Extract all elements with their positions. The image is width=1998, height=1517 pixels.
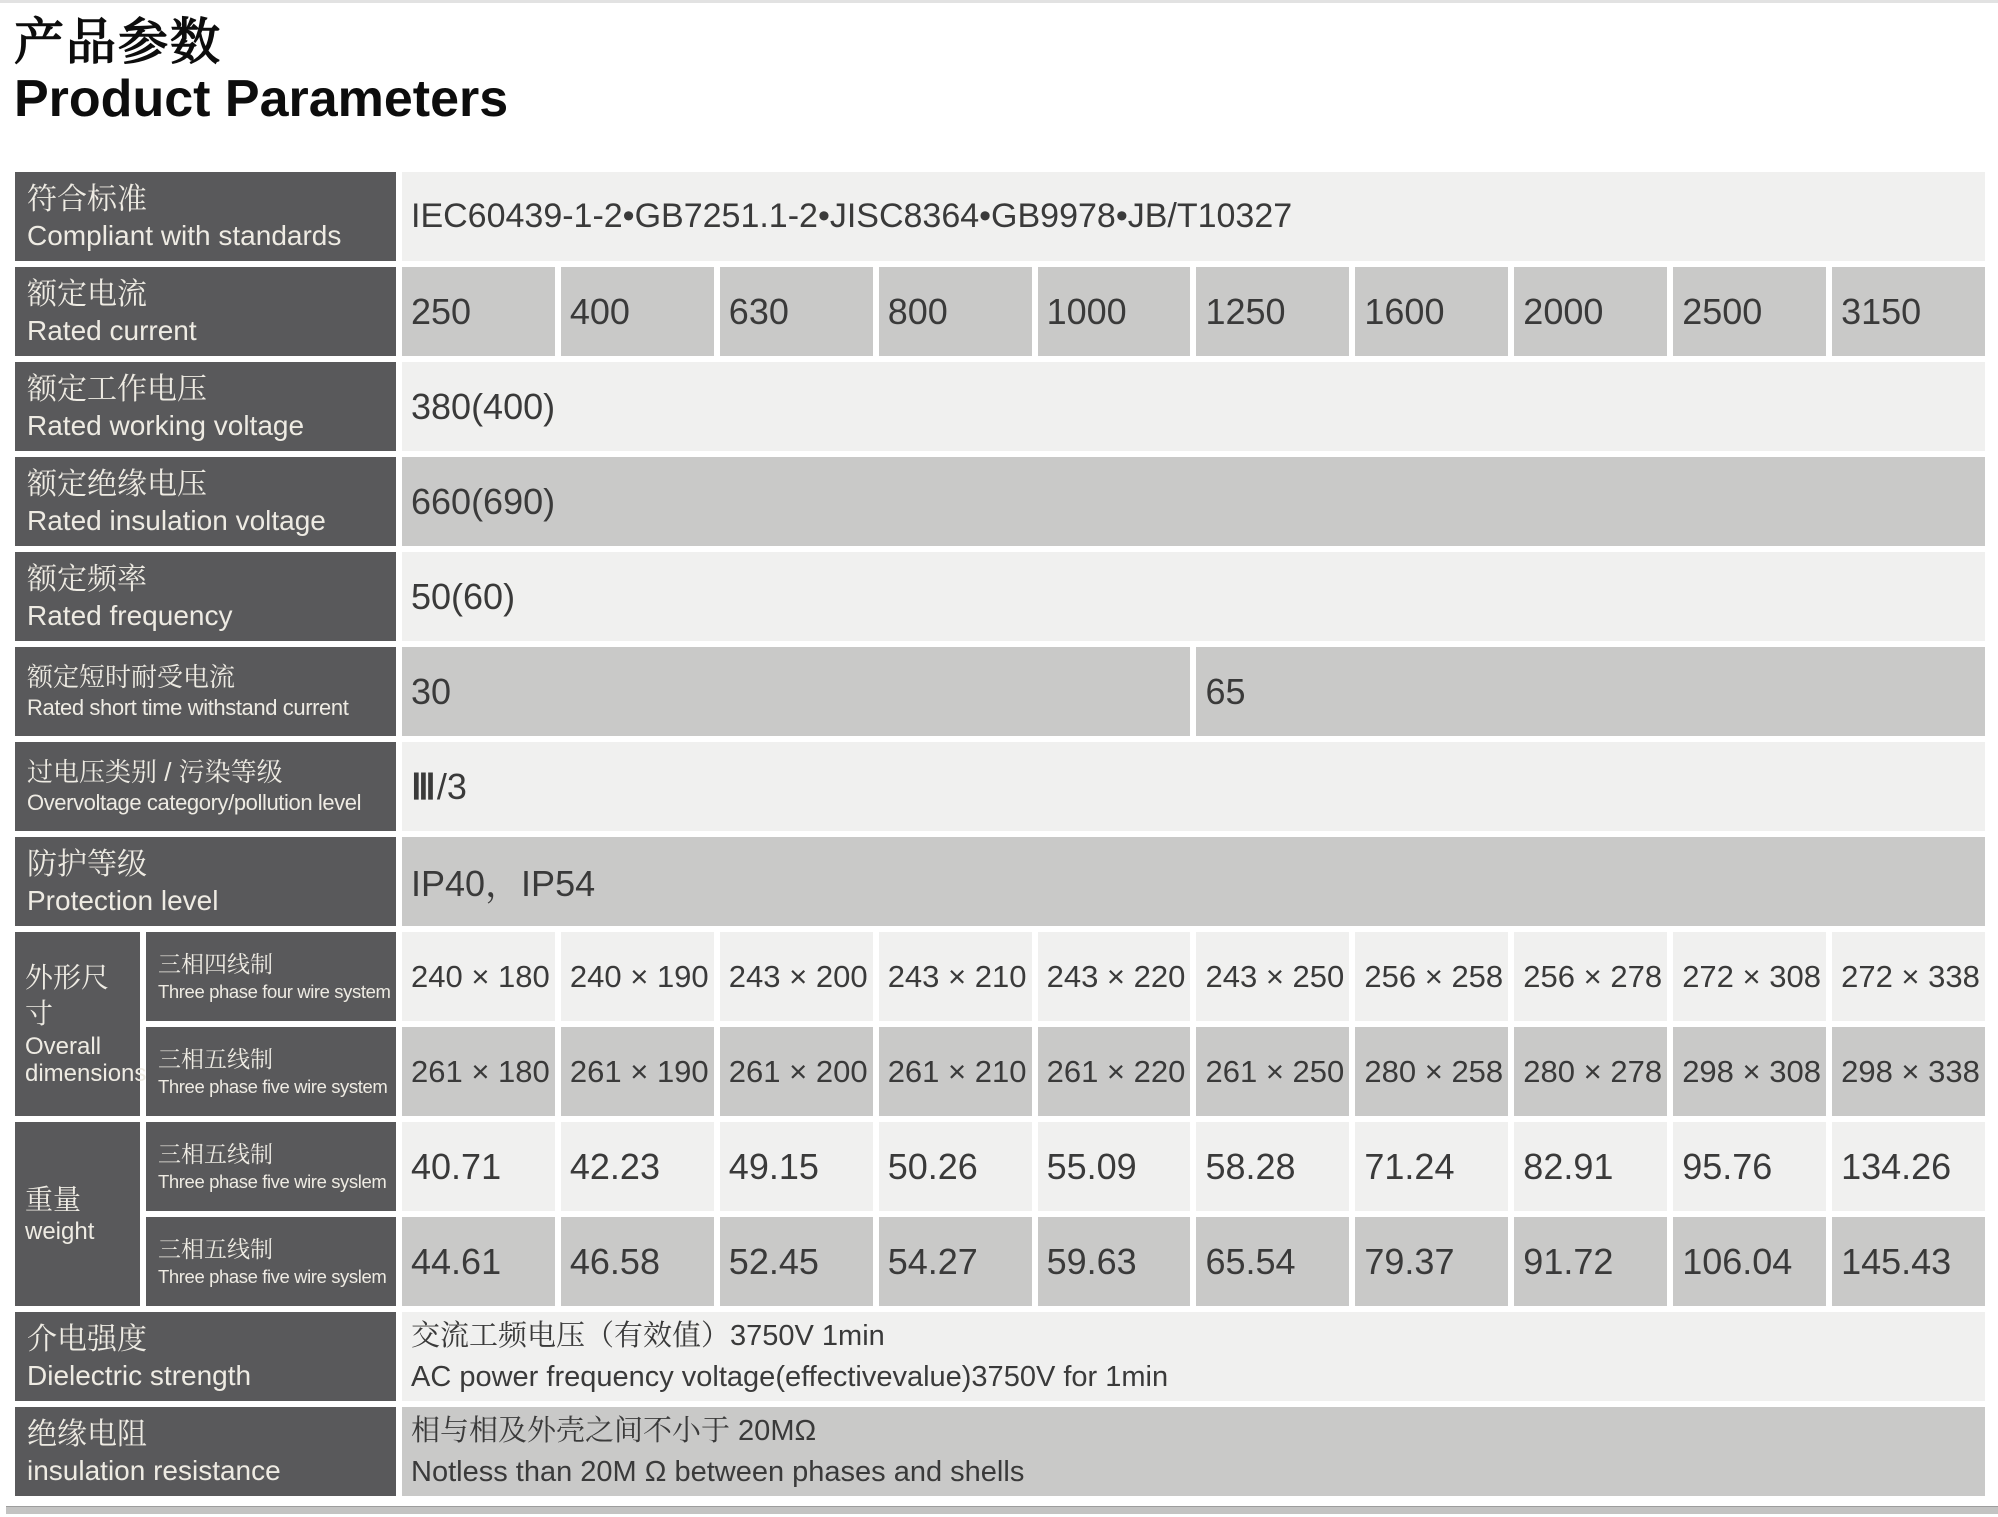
weight-cell: 82.91 xyxy=(1514,1122,1667,1211)
row-label-working-voltage xyxy=(15,362,396,451)
weight-cell: 65.54 xyxy=(1196,1217,1349,1306)
row-label-en: Dielectric strength xyxy=(27,1360,252,1392)
rated-current-cell: 400 xyxy=(561,267,714,356)
weight-cell: 55.09 xyxy=(1038,1122,1191,1211)
dimension-cell: 261 × 200 xyxy=(720,1027,873,1116)
dimension-cell: 272 × 308 xyxy=(1673,932,1826,1021)
row-label-en: Compliant with standards xyxy=(27,220,342,252)
row-label-en: Rated insulation voltage xyxy=(27,505,326,537)
row-label-en: Protection level xyxy=(27,885,219,917)
page-title-zh: 产品参数 xyxy=(14,14,222,70)
row-label-protection xyxy=(15,837,396,926)
row-label-en: Rated current xyxy=(27,315,197,347)
row-label-en: Rated working voltage xyxy=(27,410,305,442)
row-label-rated-current xyxy=(15,267,396,356)
dimension-cell: 261 × 210 xyxy=(879,1027,1032,1116)
row-label-dielectric xyxy=(15,1312,396,1401)
dimension-cell: 261 × 250 xyxy=(1196,1027,1349,1116)
row-label-en: Rated short time withstand current xyxy=(27,695,349,721)
rated-current-cell: 3150 xyxy=(1832,267,1985,356)
sublabel-weight-2 xyxy=(146,1217,396,1306)
dimension-cell: 243 × 210 xyxy=(879,932,1032,1021)
row-label-dimensions xyxy=(15,932,147,1116)
rated-current-cell: 2000 xyxy=(1514,267,1667,356)
dimension-cell: 272 × 338 xyxy=(1832,932,1985,1021)
weight-cell: 40.71 xyxy=(402,1122,555,1211)
weight-cell: 145.43 xyxy=(1832,1217,1985,1306)
rated-current-cell: 800 xyxy=(879,267,1032,356)
weight-cell: 46.58 xyxy=(561,1217,714,1306)
row-label-en: Rated frequency xyxy=(27,600,233,632)
rated-current-cell: 2500 xyxy=(1673,267,1826,356)
overvoltage-pollution-level: /3 xyxy=(436,765,467,807)
row-label-zh: 介电强度 xyxy=(27,1323,147,1357)
row-label-frequency xyxy=(15,552,396,641)
rated-current-cell: 1600 xyxy=(1355,267,1508,356)
withstand-value-high: 65 xyxy=(1196,647,1985,736)
overvoltage-value xyxy=(402,742,1985,831)
working-voltage-value: 380(400) xyxy=(402,362,1985,451)
rated-current-cell: 250 xyxy=(402,267,555,356)
rated-current-cell: 630 xyxy=(720,267,873,356)
row-label-withstand-current xyxy=(15,647,396,736)
row-label-standards xyxy=(15,172,396,261)
sublabel-weight-1 xyxy=(146,1122,396,1211)
row-label-overvoltage xyxy=(15,742,396,831)
weight-cell: 50.26 xyxy=(879,1122,1032,1211)
dimension-cell: 298 × 308 xyxy=(1673,1027,1826,1116)
sublabel-four-wire xyxy=(146,932,396,1021)
row-label-weight xyxy=(15,1122,140,1306)
page-top-edge xyxy=(0,0,1998,3)
sublabel-zh: 三相五线制 xyxy=(158,1046,273,1073)
dimension-cell: 240 × 190 xyxy=(561,932,714,1021)
page-title-en: Product Parameters xyxy=(14,70,509,128)
weight-cell: 106.04 xyxy=(1673,1217,1826,1306)
weight-cell: 49.15 xyxy=(720,1122,873,1211)
row-label-zh: 额定绝缘电压 xyxy=(27,468,207,502)
sublabel-zh: 三相五线制 xyxy=(158,1236,273,1263)
insulation-voltage-value: 660(690) xyxy=(402,457,1985,546)
dimension-cell: 243 × 200 xyxy=(720,932,873,1021)
row-label-zh: 绝缘电阻 xyxy=(27,1418,147,1452)
sublabel-zh: 三相四线制 xyxy=(158,951,273,978)
sublabel-five-wire xyxy=(146,1027,396,1116)
sublabel-en: Three phase five wire syslem xyxy=(158,1171,387,1193)
weight-cell: 42.23 xyxy=(561,1122,714,1211)
dimension-cell: 261 × 190 xyxy=(561,1027,714,1116)
weight-cell: 52.45 xyxy=(720,1217,873,1306)
insulation-resistance-value xyxy=(402,1407,1985,1496)
sublabel-en: Three phase four wire system xyxy=(158,981,391,1003)
sublabel-en: Three phase five wire syslem xyxy=(158,1266,387,1288)
weight-cell: 91.72 xyxy=(1514,1217,1667,1306)
weight-cell: 134.26 xyxy=(1832,1122,1985,1211)
sublabel-en: Three phase five wire system xyxy=(158,1076,388,1098)
parameters-table xyxy=(15,172,1985,1496)
row-label-zh: 外形尺寸 xyxy=(25,962,110,1030)
row-label-zh: 重量 xyxy=(25,1184,82,1215)
row-label-en: Overall dimensions xyxy=(25,1032,147,1088)
dielectric-value-zh: 交流工频电压（有效值）3750V 1min xyxy=(411,1319,885,1352)
weight-cell: 59.63 xyxy=(1038,1217,1191,1306)
dimension-cell: 261 × 220 xyxy=(1038,1027,1191,1116)
weight-cell: 71.24 xyxy=(1355,1122,1508,1211)
insulation-resistance-value-zh: 相与相及外壳之间不小于 20MΩ xyxy=(411,1414,817,1447)
dimension-cell: 256 × 258 xyxy=(1355,932,1508,1021)
insulation-resistance-value-en: Notless than 20M Ω between phases and shells xyxy=(411,1455,1025,1488)
row-label-insulation-voltage xyxy=(15,457,396,546)
standards-value: IEC60439-1-2•GB7251.1-2•JISC8364•GB9978•JB/T10327 xyxy=(402,172,1985,261)
rated-current-cell: 1250 xyxy=(1196,267,1349,356)
dimension-cell: 256 × 278 xyxy=(1514,932,1667,1021)
row-label-en: Overvoltage category/pollution level xyxy=(27,790,362,816)
row-label-zh: 额定电流 xyxy=(27,278,147,312)
weight-cell: 44.61 xyxy=(402,1217,555,1306)
withstand-value-low: 30 xyxy=(402,647,1190,736)
frequency-value: 50(60) xyxy=(402,552,1985,641)
row-label-zh: 额定短时耐受电流 xyxy=(27,662,236,693)
row-label-insulation-resistance xyxy=(15,1407,396,1496)
overvoltage-category-numeral: Ⅲ xyxy=(411,765,437,807)
sublabel-zh: 三相五线制 xyxy=(158,1141,273,1168)
row-label-zh: 符合标准 xyxy=(27,183,147,217)
page-title xyxy=(14,14,508,128)
weight-cell: 58.28 xyxy=(1196,1122,1349,1211)
row-label-zh: 额定工作电压 xyxy=(27,373,207,407)
row-label-en: weight xyxy=(25,1218,95,1246)
row-label-en: insulation resistance xyxy=(27,1455,281,1487)
weight-cell: 95.76 xyxy=(1673,1122,1826,1211)
protection-value: IP40，IP54 xyxy=(402,837,1985,926)
weight-cell: 79.37 xyxy=(1355,1217,1508,1306)
row-label-zh: 额定频率 xyxy=(27,563,147,597)
dielectric-value-en: AC power frequency voltage(effectivevalue)3750V for 1min xyxy=(411,1360,1169,1393)
dielectric-value xyxy=(402,1312,1985,1401)
dimension-cell: 280 × 278 xyxy=(1514,1027,1667,1116)
weight-cell: 54.27 xyxy=(879,1217,1032,1306)
dimension-cell: 298 × 338 xyxy=(1832,1027,1985,1116)
dimension-cell: 280 × 258 xyxy=(1355,1027,1508,1116)
dimension-cell: 261 × 180 xyxy=(402,1027,555,1116)
row-label-zh: 过电压类别 / 污染等级 xyxy=(27,757,283,788)
row-label-zh: 防护等级 xyxy=(27,848,147,882)
rated-current-cell: 1000 xyxy=(1038,267,1191,356)
dimension-cell: 243 × 250 xyxy=(1196,932,1349,1021)
dimension-cell: 243 × 220 xyxy=(1038,932,1191,1021)
bottom-divider xyxy=(6,1506,1998,1514)
dimension-cell: 240 × 180 xyxy=(402,932,555,1021)
